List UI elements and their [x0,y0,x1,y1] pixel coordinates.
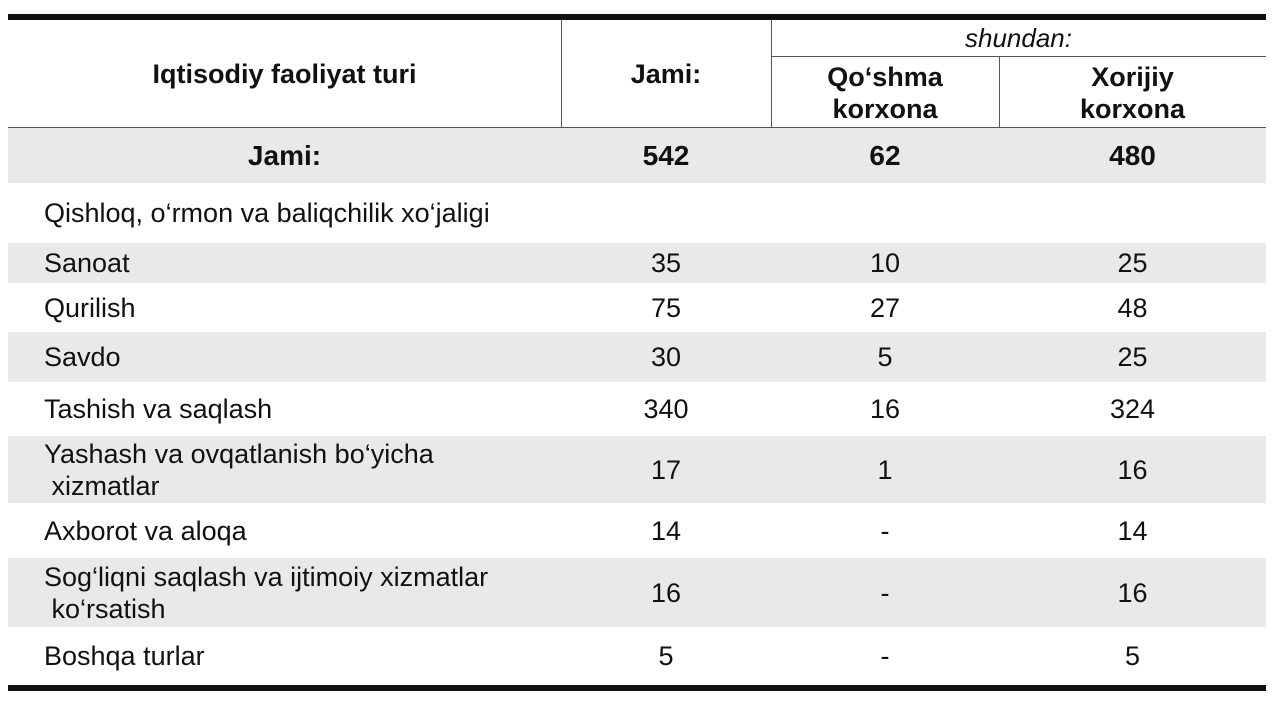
row-foreign: 324 [1109,394,1156,424]
header-divider [771,20,772,128]
row-foreign: 25 [1117,342,1148,372]
total-row [8,128,1266,183]
row-foreign: 48 [1117,292,1148,323]
header-subdivider [771,56,1266,57]
header-bottom-line [8,127,1266,128]
row-label: Qurilish [44,292,136,323]
row-joint: 27 [869,292,901,323]
row-joint: - [880,515,890,546]
row-label-line1: Yashash va ovqatlanish bo‘yicha [44,438,434,469]
total-row-joint: 62 [869,139,901,171]
row-foreign: 25 [1117,248,1148,278]
row-total: 35 [650,248,682,278]
header-joint-line2: korxona [832,93,938,124]
row-label-line1: Sog‘liqni saqlash va ijtimoiy xizmatlar [44,561,489,592]
row-label: Qishloq, o‘rmon va baliqchilik xo‘jaligi [44,198,490,228]
row-label: Savdo [44,342,121,372]
row-label [8,561,561,625]
row-foreign: 16 [1117,454,1148,485]
header-foreign-enterprise [999,57,1266,128]
row-total: 17 [650,454,682,485]
header-total: Jami: [630,59,702,89]
row-foreign: 16 [1117,577,1148,608]
table-row [8,283,1266,332]
row-joint: 16 [869,394,901,424]
header-activity-type: Iqtisodiy faoliyat turi [152,59,417,89]
row-total: 16 [650,577,682,608]
statistics-table [8,14,1266,691]
row-joint: 5 [877,342,893,372]
row-label: Axborot va aloqa [44,515,247,546]
row-label: Boshqa turlar [44,641,205,671]
row-label-line2: ko‘rsatish [44,593,166,624]
table-row [8,558,1266,627]
table-row [8,503,1266,558]
total-row-label: Jami: [247,139,322,171]
table-row [8,436,1266,503]
header-foreign-line2: korxona [1079,93,1186,124]
table-row [8,332,1266,382]
bottom-rule [8,685,1266,691]
row-total: 5 [658,641,674,671]
table-row [8,183,1266,243]
row-total: 30 [650,342,682,372]
row-label: Sanoat [44,248,130,278]
row-label: Tashish va saqlash [44,394,273,424]
header-joint-enterprise [771,57,999,128]
row-joint: 1 [877,454,893,485]
header-divider [561,20,562,128]
header-joint-line1: Qo‘shma [827,61,943,92]
row-joint: - [880,641,890,671]
total-row-foreign: 480 [1109,139,1156,171]
table-row [8,243,1266,283]
row-label-line2: xizmatlar [44,470,160,501]
row-total: 340 [643,394,689,424]
header-of-which: shundan: [965,23,1072,53]
table-header [8,20,1266,128]
row-foreign: 14 [1117,515,1148,546]
row-total: 14 [650,515,682,546]
total-row-total: 542 [642,139,690,171]
row-joint: - [880,577,890,608]
table-row [8,627,1266,685]
header-foreign-line1: Xorijiy [1091,61,1174,92]
table-row [8,382,1266,436]
row-total: 75 [650,292,682,323]
header-divider [999,57,1000,128]
row-foreign: 5 [1124,641,1141,671]
row-joint: 10 [869,248,901,278]
row-label [8,438,561,502]
